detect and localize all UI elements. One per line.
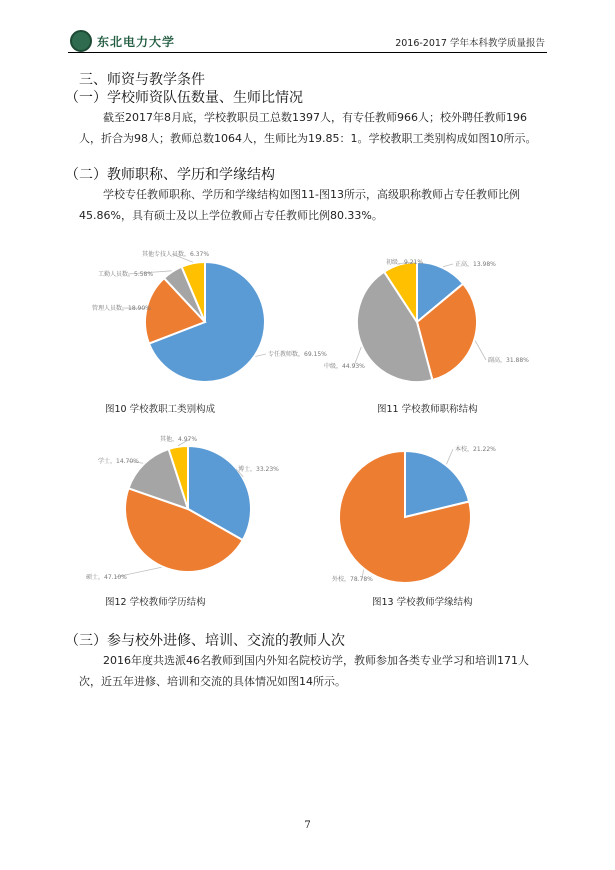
pie-chart-staff-categories <box>70 240 327 400</box>
leader-line-1-0 <box>443 264 453 267</box>
slice-label-1-3: 初级，9.21% <box>386 259 424 266</box>
figure-12-caption: 图12 学校教师学历结构 <box>105 597 206 608</box>
leader-line-0-0 <box>255 354 266 357</box>
section-3-2-heading: （二）教师职称、学历和学缘结构 <box>65 167 275 183</box>
pie-chart-academic-origin <box>310 425 550 590</box>
section-3-1-heading: （一）学校师资队伍数量、生师比情况 <box>65 90 303 106</box>
university-emblem-icon <box>70 30 92 52</box>
figure-13-caption: 图13 学校教师学缘结构 <box>372 597 473 608</box>
slice-label-0-1: 管理人员数，18.90% <box>92 305 151 312</box>
slice-label-0-0: 专任教师数，69.15% <box>268 351 327 358</box>
leader-line-1-1 <box>475 341 486 360</box>
pie-chart-education-degrees <box>70 425 310 590</box>
slice-label-2-2: 学士，14.70% <box>98 458 139 465</box>
slice-label-2-0: 博士，33.23% <box>238 466 279 473</box>
section-3-heading: 三、师资与教学条件 <box>79 72 205 88</box>
university-logo <box>70 30 175 52</box>
slice-label-1-2: 中级，44.93% <box>324 363 365 370</box>
slice-label-0-3: 其他专技人员数，6.37% <box>142 251 210 258</box>
figure-10-caption: 图10 学校教职工类别构成 <box>105 404 216 415</box>
slice-label-1-0: 正高，13.98% <box>455 261 496 268</box>
slice-label-0-2: 工勤人员数，5.58% <box>98 271 154 278</box>
slice-label-3-0: 本校，21.22% <box>455 446 496 453</box>
header-divider <box>68 52 547 53</box>
section-3-2-paragraph: 学校专任教师职称、学历和学缘结构如图11-图13所示，高级职称教师占专任教师比例45.86%，具有硕士及以上学位教师占专任教师比例80.33%。 <box>79 188 520 222</box>
figure-11-caption: 图11 学校教师职称结构 <box>377 404 478 415</box>
leader-line-3-0 <box>446 449 453 464</box>
pie-chart-professional-titles <box>310 240 550 400</box>
section-3-1-paragraph: 截至2017年8月底，学校教职员工总数1397人，有专任教师966人；校外聘任教师196人，折合为98人；教师总数1064人，生师比为19.85：1。学校教职工类别构成如图10所示。 <box>79 111 537 145</box>
page-header <box>0 0 615 56</box>
slice-label-3-1: 外校，78.78% <box>332 576 373 583</box>
section-3-3-heading: （三）参与校外进修、培训、交流的教师人次 <box>65 633 345 649</box>
slice-label-2-1: 硕士，47.10% <box>86 574 127 581</box>
page-number: 7 <box>304 820 311 831</box>
slice-label-2-3: 其他，4.97% <box>160 436 198 443</box>
logo-text: 东北电力大学 <box>97 34 176 49</box>
section-3-3-paragraph: 2016年度共选派46名教师到国内外知名院校访学，教师参加各类专业学习和培训171人次，近五年进修、培训和交流的具体情况如图14所示。 <box>79 654 529 688</box>
report-title: 2016-2017 学年本科教学质量报告 <box>395 38 545 49</box>
slice-label-1-1: 副高，31.88% <box>488 357 529 364</box>
